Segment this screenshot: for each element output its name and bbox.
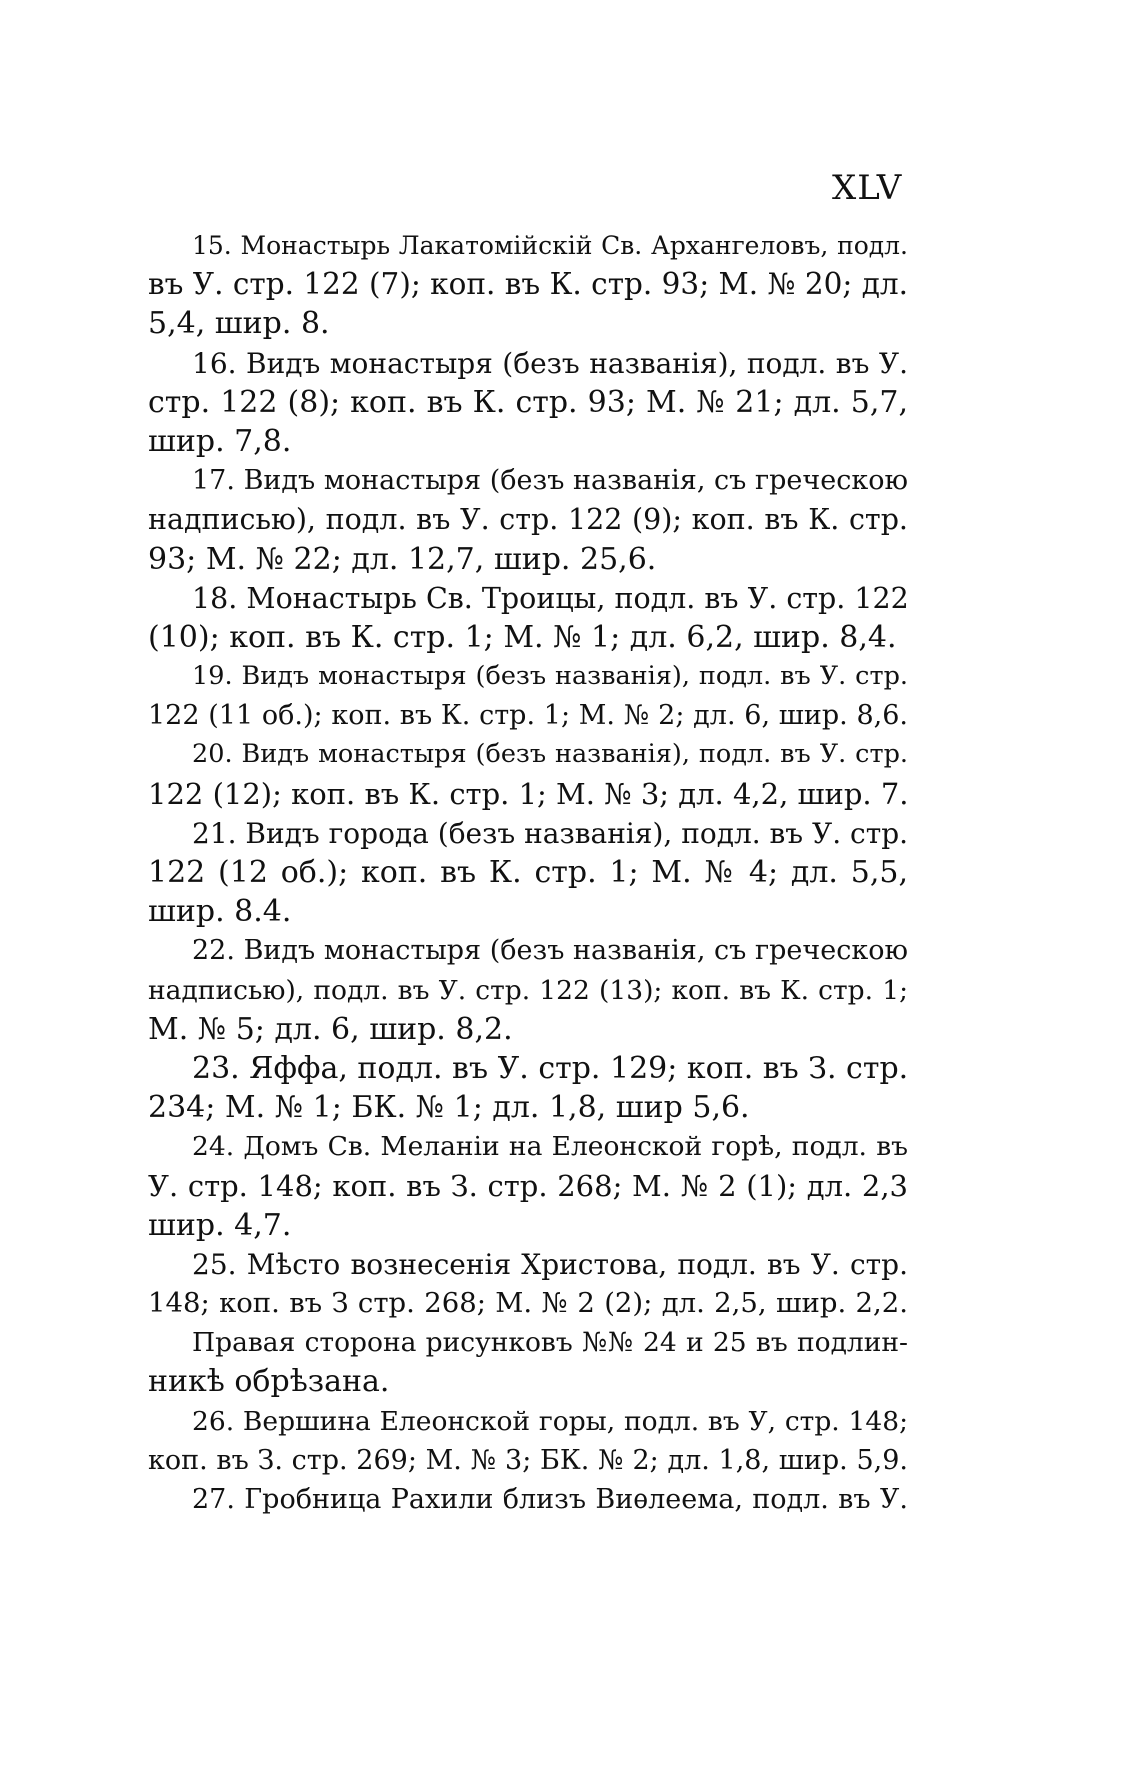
text-line: 26. Вершина Елеонской горы, подл. въ У, стр. 148;	[192, 1405, 908, 1437]
text-line: 234; М. № 1; БК. № 1; дл. 1,8, шир 5,6.	[148, 1090, 750, 1126]
text-line: Правая сторона рисунковъ №№ 24 и 25 въ подлин-	[192, 1327, 908, 1359]
text-line: стр. 122 (8); коп. въ К. стр. 93; М. № 21; дл. 5,7,	[148, 384, 908, 420]
text-line: 122 (12 об.); коп. въ К. стр. 1; М. № 4; дл. 5,5,	[148, 855, 908, 890]
text-line: надписью), подл. въ У. стр. 122 (13); коп. въ К. стр. 1;	[148, 974, 908, 1006]
text-line: 122 (12); коп. въ К. стр. 1; М. № 3; дл. 4,2, шир. 7.	[148, 776, 909, 811]
text-line: У. стр. 148; коп. въ З. стр. 268; М. № 2 (1); дл. 2,3	[148, 1168, 908, 1203]
text-line: никѣ обрѣзана.	[148, 1364, 390, 1400]
text-line: М. № 5; дл. 6, шир. 8,2.	[148, 1011, 513, 1047]
text-line: коп. въ З. стр. 269; М. № 3; БК. № 2; дл. 1,8, шир. 5,9.	[148, 1444, 908, 1476]
text-line: 25. Мѣсто вознесенія Христова, подл. въ У. стр.	[192, 1247, 908, 1281]
text-line: 22. Видъ монастыря (безъ названія, съ греческою	[192, 935, 908, 967]
text-line: надписью), подл. въ У. стр. 122 (9); коп. въ К. стр.	[148, 503, 908, 537]
text-line: 15. Монастырь Лакатомійскій Св. Архангеловъ, подл.	[192, 231, 908, 260]
text-line: въ У. стр. 122 (7); коп. въ К. стр. 93; М. № 20; дл.	[148, 267, 908, 302]
text-line: 122 (11 об.); коп. въ К. стр. 1; М. № 2; дл. 6, шир. 8,6.	[148, 700, 908, 732]
text-line: 27. Гробница Рахили близъ Виѳлеема, подл. въ У.	[192, 1484, 908, 1515]
text-line: шир. 7,8.	[148, 423, 292, 459]
text-line: 17. Видъ монастыря (безъ названія, съ греческою	[192, 465, 908, 497]
text-line: (10); коп. въ К. стр. 1; М. № 1; дл. 6,2, шир. 8,4.	[148, 619, 897, 655]
text-line: 24. Домъ Св. Меланіи на Елеонской горѣ, подл. въ	[192, 1131, 908, 1163]
text-line: 23. Яффа, подл. въ У. стр. 129; коп. въ З. стр.	[192, 1050, 909, 1086]
text-line: шир. 8.4.	[148, 894, 292, 930]
text-line: 93; М. № 22; дл. 12,7, шир. 25,6.	[148, 541, 657, 577]
text-line: шир. 4,7.	[148, 1207, 292, 1243]
text-line: 148; коп. въ З стр. 268; М. № 2 (2); дл. 2,5, шир. 2,2.	[148, 1287, 908, 1320]
text-line: 18. Монастырь Св. Троицы, подл. въ У. стр. 122	[192, 581, 909, 615]
text-line: 5,4, шир. 8.	[148, 306, 330, 342]
text-line: 21. Видъ города (безъ названія), подл. въ У. стр.	[192, 816, 909, 850]
text-line: 20. Видъ монастыря (безъ названія), подл. въ У. стр.	[192, 739, 908, 770]
text-line: 16. Видъ монастыря (безъ названія), подл. въ У.	[192, 346, 908, 380]
text-line: 19. Видъ монастыря (безъ названія), подл. въ У. стр.	[192, 661, 908, 692]
page-number: XLV	[832, 168, 903, 208]
entry-list	[148, 226, 908, 1519]
